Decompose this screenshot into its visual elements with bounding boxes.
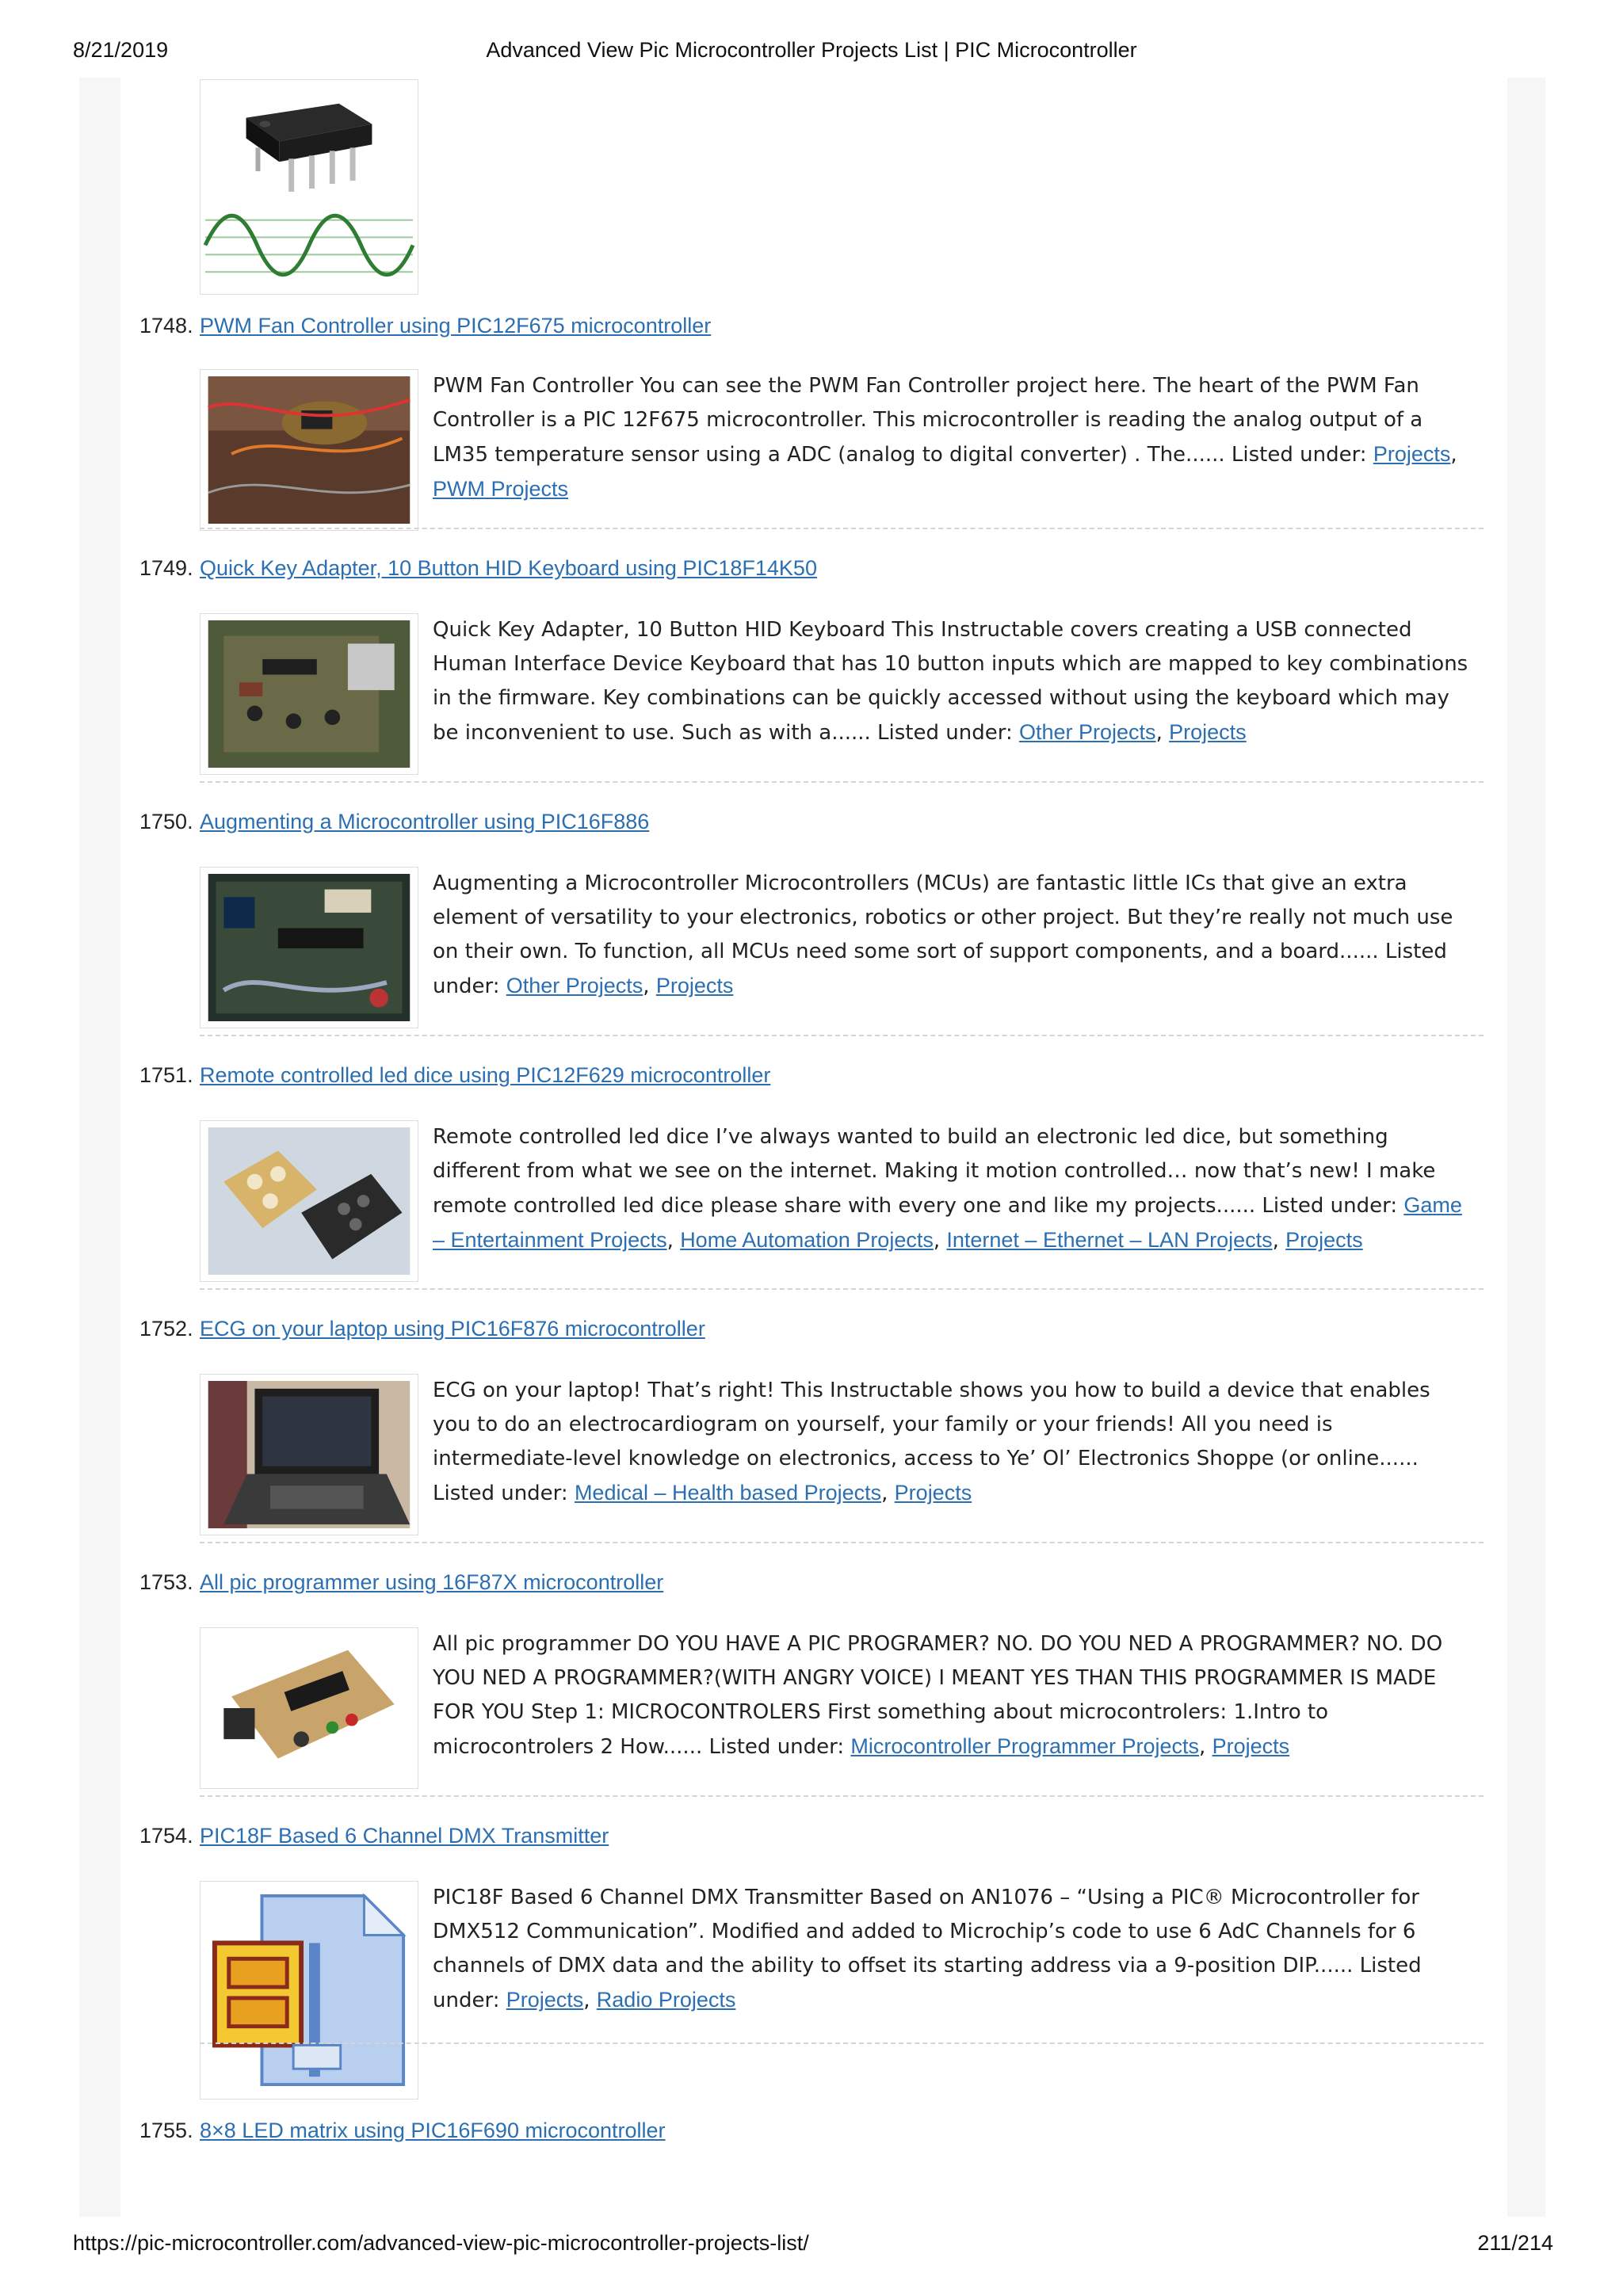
item-title-link[interactable]: PIC18F Based 6 Channel DMX Transmitter (200, 1824, 609, 1848)
item-description: All pic programmer DO YOU HAVE A PIC PROGRAMER? NO. DO YOU NED A PROGRAMMER? NO. DO YOU NED A PROGRAMMER?(WITH ANGRY VOICE) I MEANT YES THAN THIS PROGRAMMER IS MADE FOR YOU Step 1: MICROCONTROLERS First something about microcontrolers: 1.Intro to microcontrolers 2 How...... Listed under: Microcontroller Programmer Projects, Projects (433, 1632, 1443, 1759)
item-description-text: PIC18F Based 6 Channel DMX Transmitter Based on AN1076 – “Using a PIC® Microcontroller for DMX512 Communication”. Modified and added to Microchip’s code to use 6 AdC Channels for 6 channels of DMX data and the ability to offset its starting address via a 9-position DIP...... Listed under: (433, 1886, 1422, 2012)
item-number: 1750. (139, 810, 193, 833)
item-separator (200, 1542, 1484, 1543)
item-number: 1753. (139, 1570, 193, 1594)
tag-link[interactable]: Game – Entertainment Projects (433, 1193, 1462, 1252)
item-separator (200, 528, 1484, 529)
tag-link[interactable]: Radio Projects (596, 1988, 736, 2012)
item-title-link[interactable]: ECG on your laptop using PIC16F876 microcontroller (200, 1317, 705, 1341)
page-title: Advanced View Pic Microcontroller Projects List | PIC Microcontroller (486, 38, 1137, 62)
print-date: 8/21/2019 (73, 38, 169, 62)
tag-link[interactable]: Other Projects (506, 974, 643, 997)
item-description: Augmenting a Microcontroller Microcontrollers (MCUs) are fantastic little ICs that give an extra element of versatility to your electronics, robotics or other project. But they’re really not much use on their own. To function, all MCUs need some sort of support components, and a board...... Listed under: Other Projects, Projects (433, 871, 1453, 998)
item-title-link[interactable]: Quick Key Adapter, 10 Button HID Keyboard using PIC18F14K50 (200, 556, 817, 580)
tag-link[interactable]: Other Projects (1019, 720, 1156, 744)
remote-led-dice-photo-icon (207, 1127, 411, 1275)
item-number: 1751. (139, 1063, 193, 1087)
item-title-link[interactable]: All pic programmer using 16F87X microcontroller (200, 1570, 664, 1594)
tag-link[interactable]: Projects (1212, 1734, 1290, 1758)
item-number: 1754. (139, 1824, 193, 1848)
chip-sine-wave-image[interactable] (200, 79, 418, 295)
tag-link[interactable]: Projects (506, 1988, 584, 2012)
led-dice-thumbnail[interactable] (200, 1120, 418, 1282)
tag-link[interactable]: PWM Projects (433, 477, 569, 501)
pic-programmer-thumbnail[interactable] (200, 1627, 418, 1789)
item-number: 1752. (139, 1317, 193, 1341)
ic-chip-icon (200, 80, 418, 294)
tag-link[interactable]: Medical – Health based Projects (574, 1481, 882, 1505)
item-separator (200, 1035, 1484, 1036)
page-url: https://pic-microcontroller.com/advanced-view-pic-microcontroller-projects-list/ (73, 2231, 809, 2255)
item-number: 1755. (139, 2119, 193, 2142)
ecg-laptop-photo-icon (207, 1381, 411, 1528)
item-separator (200, 1288, 1484, 1290)
tag-link[interactable]: Internet – Ethernet – LAN Projects (946, 1228, 1273, 1252)
tag-link[interactable]: Projects (1169, 720, 1247, 744)
pwm-fan-board-photo-icon (207, 376, 411, 524)
project-list (120, 78, 1507, 2217)
item-description: ECG on your laptop! That’s right! This Instructable shows you how to build a device that enables you to do an electrocardiogram on yourself, your family or your friends! All you need is intermediate-level knowledge on electronics, access to Ye’ Ol’ Electronics Shoppe (or online...... Listed under: Medical – Health based Projects, Projects (433, 1379, 1430, 1505)
item-description-text: All pic programmer DO YOU HAVE A PIC PROGRAMER? NO. DO YOU NED A PROGRAMMER? NO. DO YOU NED A PROGRAMMER?(WITH ANGRY VOICE) I MEANT YES THAN THIS PROGRAMMER IS MADE FOR YOU Step 1: MICROCONTROLERS First something about microcontrolers: 1.Intro to microcontrolers 2 How...... Listed under: (433, 1632, 1443, 1759)
tag-link[interactable]: Projects (1373, 442, 1451, 466)
item-separator (200, 1795, 1484, 1797)
item-description-text: Augmenting a Microcontroller Microcontrollers (MCUs) are fantastic little ICs that give an extra element of versatility to your electronics, robotics or other project. But they’re really not much use on their own. To function, all MCUs need some sort of support components, and a board...... Listed under: (433, 871, 1453, 998)
item-number: 1748. (139, 314, 193, 338)
tag-link[interactable]: Projects (1285, 1228, 1363, 1252)
item-title-link[interactable]: Remote controlled led dice using PIC12F629 microcontroller (200, 1063, 771, 1087)
tag-link[interactable]: Projects (655, 974, 734, 997)
item-description-text: Remote controlled led dice I’ve always wanted to build an electronic led dice, but something different from what we see on the internet. Making it motion controlled… now that’s new! I make remote controlled led dice please share with every one and like my projects...... Listed under: (433, 1125, 1436, 1218)
zip-file-icon (207, 1888, 411, 2092)
page-number: 211/214 (1477, 2231, 1553, 2255)
item-description-text: Quick Key Adapter, 10 Button HID Keyboard This Instructable covers creating a USB connected Human Interface Device Keyboard that has 10 button inputs which are mapped to key combinations in the firmware. Key combinations can be quickly accessed without using the keyboard which may be inconvenient to use. Such as with a...... Listed under: (433, 618, 1468, 745)
augmenting-board-photo-icon (207, 874, 411, 1021)
content-column (120, 78, 1507, 2217)
item-separator (200, 2042, 1484, 2044)
pic-programmer-board-photo-icon (207, 1634, 411, 1782)
item-title-link[interactable]: PWM Fan Controller using PIC12F675 microcontroller (200, 314, 712, 338)
item-description-text: PWM Fan Controller You can see the PWM Fan Controller project here. The heart of the PWM Fan Controller is a PIC 12F675 microcontroller. This microcontroller is reading the analog output of a LM35 temperature sensor using a ADC (analog to digital converter) . The...... Listed under: (433, 374, 1423, 467)
item-description: PIC18F Based 6 Channel DMX Transmitter Based on AN1076 – “Using a PIC® Microcontroller for DMX512 Communication”. Modified and added to Microchip’s code to use 6 AdC Channels for 6 channels of DMX data and the ability to offset its starting address via a 9-position DIP...... Listed under: Projects, Radio Projects (433, 1886, 1422, 2012)
item-description: Remote controlled led dice I’ve always wanted to build an electronic led dice, but something different from what we see on the internet. Making it motion controlled… now that’s new! I make remote controlled led dice please share with every one and like my projects...... Listed under: Game – Entertainment Projects, Home Automation Projects, Internet – Ethernet – LAN Projects, Projects (433, 1125, 1462, 1253)
item-separator (200, 781, 1484, 783)
tag-link[interactable]: Home Automation Projects (680, 1228, 934, 1252)
item-description-text: ECG on your laptop! That’s right! This Instructable shows you how to build a device that enables you to do an electrocardiogram on yourself, your family or your friends! All you need is intermediate-level knowledge on electronics, access to Ye’ Ol’ Electronics Shoppe (or online...... Listed under: (433, 1379, 1430, 1505)
item-title-link[interactable]: 8×8 LED matrix using PIC16F690 microcontroller (200, 2119, 666, 2142)
tag-link[interactable]: Microcontroller Programmer Projects (850, 1734, 1200, 1758)
hid-keyboard-board-photo-icon (207, 620, 411, 768)
item-description: PWM Fan Controller You can see the PWM Fan Controller project here. The heart of the PWM Fan Controller is a PIC 12F675 microcontroller. This microcontroller is reading the analog output of a LM35 temperature sensor using a ADC (analog to digital converter) . The...... Listed under: Projects, PWM Projects (433, 374, 1457, 501)
augmenting-microcontroller-thumbnail[interactable] (200, 867, 418, 1028)
item-title-link[interactable]: Augmenting a Microcontroller using PIC16F886 (200, 810, 650, 833)
tag-link[interactable]: Projects (894, 1481, 972, 1505)
quick-key-adapter-thumbnail[interactable] (200, 613, 418, 775)
ecg-laptop-thumbnail[interactable] (200, 1374, 418, 1535)
item-number: 1749. (139, 556, 193, 580)
pwm-fan-controller-thumbnail[interactable] (200, 369, 418, 531)
item-description: Quick Key Adapter, 10 Button HID Keyboard This Instructable covers creating a USB connected Human Interface Device Keyboard that has 10 button inputs which are mapped to key combinations in the firmware. Key combinations can be quickly accessed without using the keyboard which may be inconvenient to use. Such as with a...... Listed under: Other Projects, Projects (433, 618, 1468, 745)
dmx-transmitter-thumbnail[interactable] (200, 1881, 418, 2100)
